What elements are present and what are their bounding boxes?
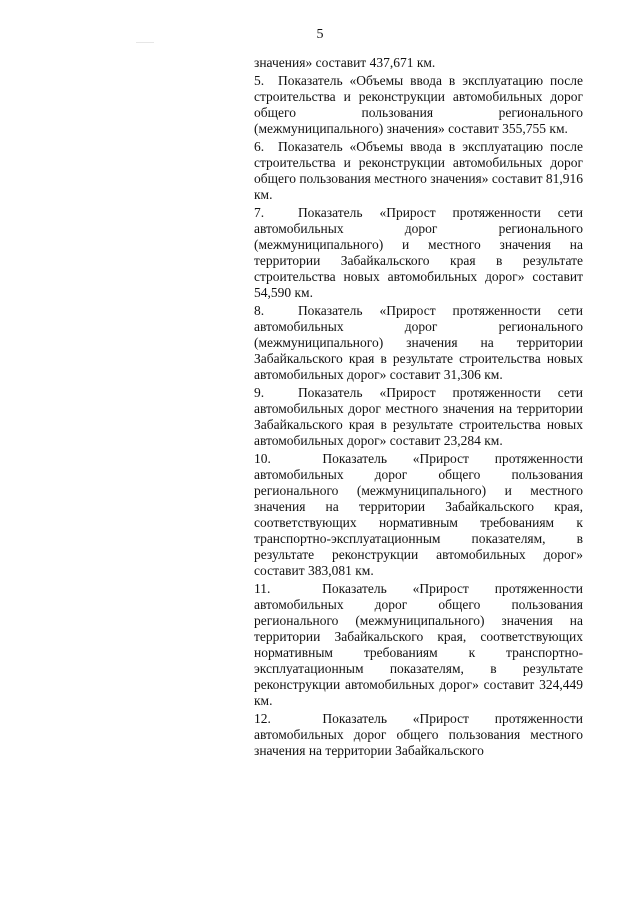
paragraph-number: 5. [254, 73, 265, 88]
paragraph-text: значения» составит 437,671 км. [254, 55, 436, 70]
document-body [254, 55, 583, 761]
paragraph-text: Показатель «Прирост протяженности автомобильных дорог общего пользования регионального (межмуниципального) значения на территории Забайкальского края, соответствующих нормативным требованиям к транспортно-эксплуатационным показателям, в результате реконструкции автомобильных дорог» составит 324,449 км. [254, 581, 583, 708]
paragraph-number: 7. [254, 205, 265, 220]
paragraph-continuation [254, 55, 583, 71]
paragraph-text: Показатель «Прирост протяженности сети автомобильных дорог регионального (межмуниципального) значения на территории Забайкальского края в результате строительства новых автомобильных дорог» составит 31,306 км. [254, 303, 583, 382]
paragraph-6 [254, 139, 583, 203]
paragraph-9 [254, 385, 583, 449]
paragraph-number: 10. [254, 451, 271, 466]
paragraph-text: Показатель «Прирост протяженности сети автомобильных дорог регионального (межмуниципального) и местного значения на территории Забайкальского края в результате строительства новых автомобильных дорог» составит 54,590 км. [254, 205, 583, 300]
paragraph-number: 11. [254, 581, 271, 596]
paragraph-12 [254, 711, 583, 759]
paragraph-8 [254, 303, 583, 383]
paragraph-text: Показатель «Прирост протяженности автомобильных дорог общего пользования местного значения на территории Забайкальского [254, 711, 583, 758]
paragraph-7 [254, 205, 583, 301]
paragraph-text: Показатель «Объемы ввода в эксплуатацию после строительства и реконструкции автомобильных дорог общего пользования регионального (межмуниципального) значения» составит 355,755 км. [254, 73, 583, 136]
paragraph-5 [254, 73, 583, 137]
paragraph-text: Показатель «Объемы ввода в эксплуатацию после строительства и реконструкции автомобильных дорог общего пользования местного значения» составит 81,916 км. [254, 139, 584, 202]
paragraph-number: 6. [254, 139, 265, 154]
paragraph-number: 12. [254, 711, 271, 726]
page-number: 5 [316, 27, 324, 42]
paragraph-text: Показатель «Прирост протяженности сети автомобильных дорог местного значения на территории Забайкальского края в результате строительства новых автомобильных дорог» составит 23,284 км. [254, 385, 583, 448]
paragraph-text: Показатель «Прирост протяженности автомобильных дорог общего пользования регионального (межмуниципального) и местного значения на территории Забайкальского края, соответствующих нормативным требованиям к транспортно-эксплуатационным показателям, в результате реконструкции автомобильных дорог» составит 383,081 км. [254, 451, 583, 578]
paragraph-10 [254, 451, 583, 579]
paragraph-number: 8. [254, 303, 265, 318]
paragraph-11 [254, 581, 583, 709]
paragraph-number: 9. [254, 385, 265, 400]
